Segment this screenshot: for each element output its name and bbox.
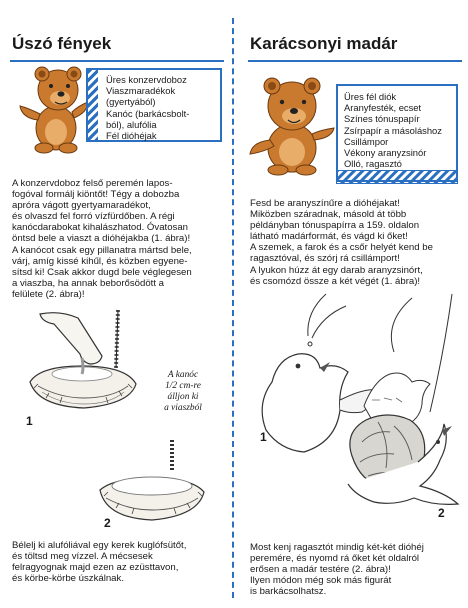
text-line: várj, amíg kissé kihűl, és közben egyene- — [12, 255, 188, 267]
walnut-pour-illustration — [20, 308, 150, 428]
text-line: Miközben száradnak, másold át több — [250, 209, 407, 221]
supply-item: Zsírpapír a másoláshoz — [344, 124, 442, 136]
teddy-bear-icon — [246, 70, 338, 176]
supply-item: Vékony aranyzsinór — [344, 147, 427, 159]
caption-line: álljon ki — [167, 392, 199, 402]
teddy-bear-icon — [14, 62, 92, 154]
supply-item: Viaszmaradékok — [106, 85, 176, 97]
text-line: öntsd bele a viaszt a dióhéjakba (1. ábra)! — [12, 233, 191, 245]
text-line: felragyognak majd ezen az ezüsttavon, — [12, 562, 179, 574]
supply-item: Kanóc (barkácsbolt- — [106, 107, 190, 119]
supply-item: (gyertyából) — [106, 96, 156, 108]
text-line: a viaszba, ha annak beborősödött a — [12, 277, 165, 289]
right-column — [236, 0, 468, 608]
supply-item: Fél dióhéjak — [106, 130, 157, 142]
supply-item: ból), alufólia — [106, 118, 157, 130]
closing-text-left — [12, 540, 226, 584]
text-line: Ilyen módon még sok más figurát — [250, 575, 392, 587]
figure-number-2-right: 2 — [438, 506, 445, 520]
text-line: ragasztóval, és szórj rá csillámport! — [250, 253, 400, 265]
instructions-right — [250, 198, 464, 287]
text-line: peremére, és nyomd rá őket két oldalról — [250, 553, 420, 565]
text-line: sítsd ki! Csak akkor dugd bele véglegesen — [12, 266, 192, 278]
supply-item: Üres fél diók — [344, 91, 397, 102]
text-line: is barkácsolhatsz. — [250, 586, 327, 598]
figure-number-1-right: 1 — [260, 430, 267, 444]
text-line: és töltsd meg vízzel. A mécsesek — [12, 551, 153, 563]
text-line: Most kenj ragasztót mindig két-két dióhéj — [250, 542, 424, 553]
left-column — [0, 0, 232, 608]
text-line: példányban tónuspapírra a 159. oldalon — [250, 220, 420, 232]
text-line: és csomózd össze a két végét (1. ábra)! — [250, 275, 421, 287]
supplies-stripe-right — [336, 170, 458, 184]
caption-line: 1/2 cm-re — [165, 381, 201, 391]
supply-item: Csillámpor — [344, 135, 389, 147]
supply-item: Aranyfesték, ecset — [344, 102, 422, 114]
text-line: A konzervdoboz felső peremén lapos- — [12, 178, 173, 189]
title-rule-right — [248, 60, 462, 62]
figure-number-2-left: 2 — [104, 516, 111, 530]
text-line: apróra vágott gyertyamaradékot, — [12, 200, 151, 212]
page-title-right: Karácsonyi madár — [250, 34, 398, 53]
supplies-box-right — [336, 84, 458, 182]
supply-item: Olló, ragasztó — [344, 158, 402, 170]
instructions-left — [12, 178, 226, 300]
text-line: kanócdarabokat kihalászhatod. Óvatosan — [12, 222, 188, 234]
closing-text-right — [250, 542, 464, 597]
supplies-stripe-left — [86, 68, 98, 142]
supply-item: Színes tónuspapír — [344, 113, 420, 125]
text-line: A lyukon húzz át egy darab aranyzsinórt, — [250, 264, 423, 276]
caption-line: a viaszból — [164, 403, 202, 413]
text-line: A szemek, a farok és a csőr helyét kend be — [250, 242, 433, 254]
supply-item: Üres konzervdoboz — [106, 74, 187, 85]
text-line: és olvaszd fel forró vízfürdőben. A régi — [12, 211, 175, 223]
caption-line: A kanóc — [167, 370, 199, 380]
text-line: látható madárformát, és vágd ki őket! — [250, 231, 408, 243]
text-line: Fesd be aranyszínűre a dióhéjakat! — [250, 198, 400, 209]
text-line: felülete (2. ábra)! — [12, 288, 85, 300]
text-line: és körbe-körbe úszkálnak. — [12, 573, 124, 585]
column-divider — [232, 18, 234, 598]
wick-caption — [148, 370, 218, 414]
text-line: fogóval formálj kiöntőt! Tégy a dobozba — [12, 189, 180, 201]
paper-bird-illustration — [244, 292, 464, 532]
text-line: A kanócot csak egy pillanatra mártsd bele, — [12, 244, 192, 256]
supplies-box-left — [86, 68, 222, 142]
text-line: erősen a madár testére (2. ábra)! — [250, 564, 391, 576]
page-title-left: Úszó fények — [12, 34, 112, 53]
figure-number-1-left: 1 — [26, 414, 33, 428]
text-line: Bélelj ki alufóliával egy kerek kuglófsütőt, — [12, 540, 187, 551]
